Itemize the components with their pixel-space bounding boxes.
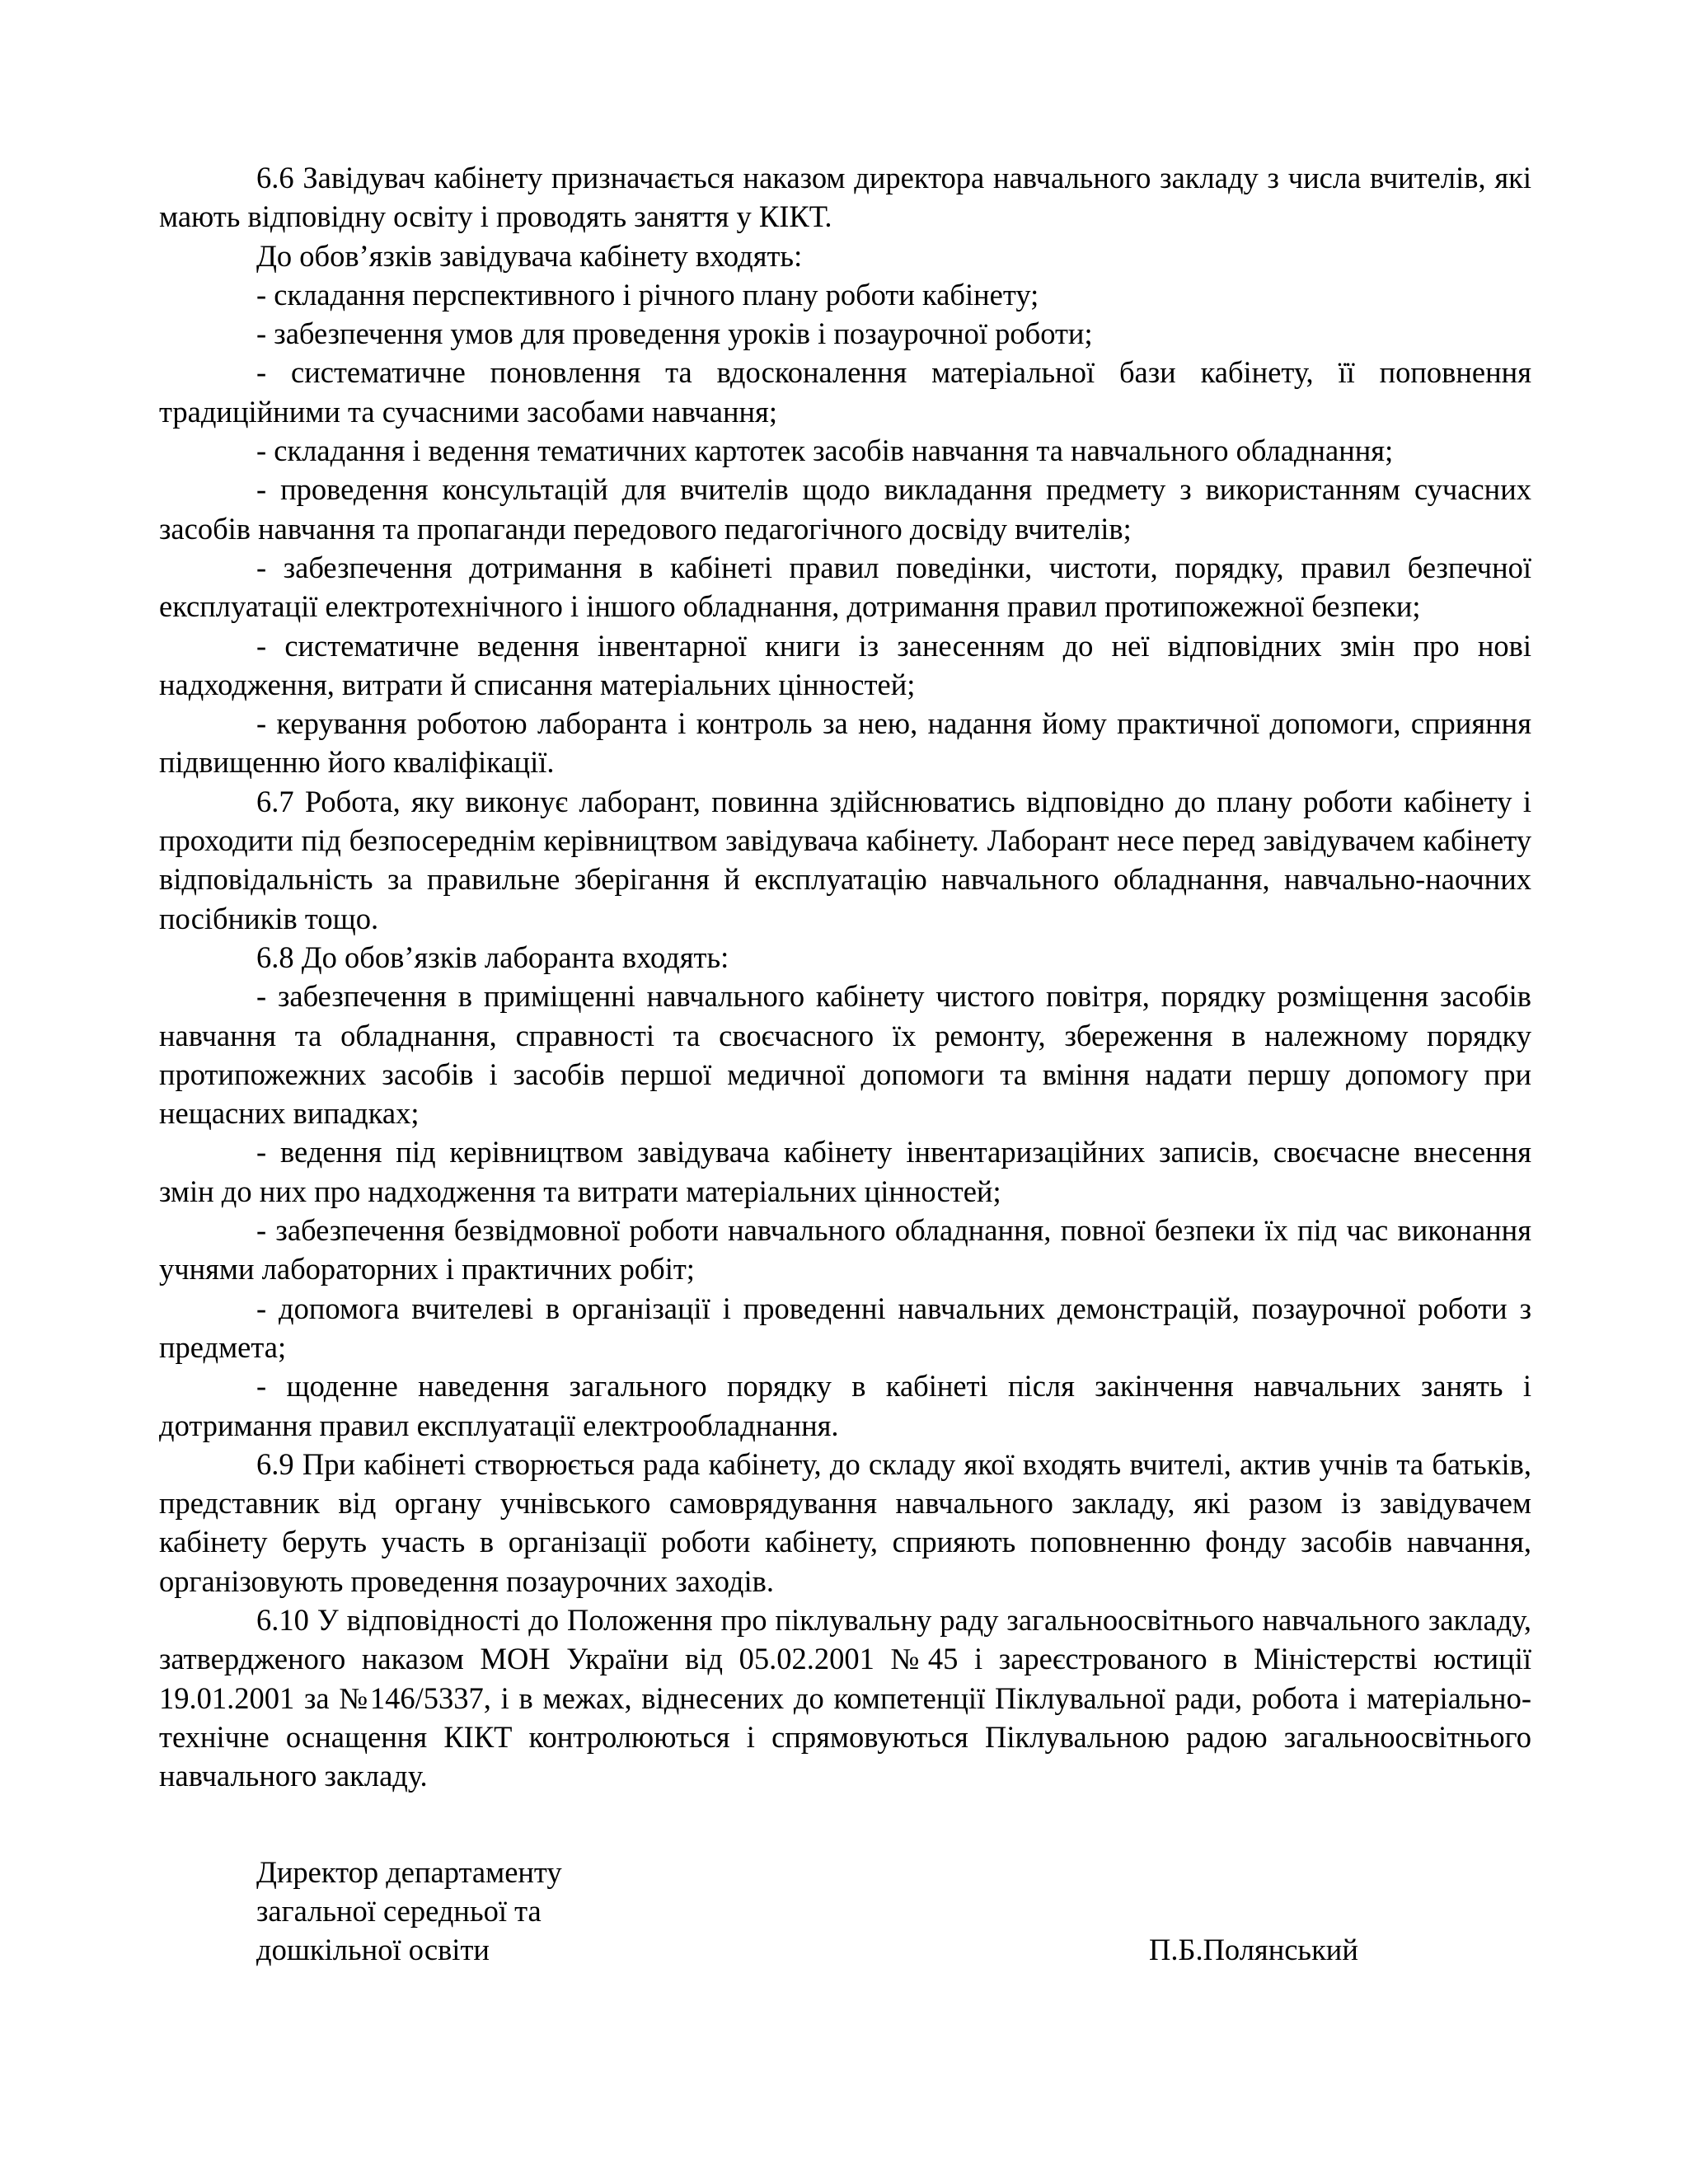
list-item: - складання перспективного і річного плану роботи кабінету; bbox=[256, 277, 1039, 312]
signature-block bbox=[256, 1853, 1451, 1969]
paragraph-6-8: 6.8 До обов’язків лаборанта входять: bbox=[256, 940, 729, 974]
list-item: - забезпечення дотримання в кабінеті правил поведінки, чистоти, порядку, правил безпечної експлуатації електротехнічного і іншого обладнання, дотримання правил протипожежної безпеки; bbox=[159, 550, 1531, 624]
list-item: - систематичне поновлення та вдосконалення матеріальної бази кабінету, її поповнення традиційними та сучасними засобами навчання; bbox=[159, 355, 1531, 429]
list-item: - керування роботою лаборанта і контроль за нею, надання йому практичної допомоги, сприяння підвищенню його кваліфікації. bbox=[159, 706, 1531, 780]
signatory-position-line: дошкільної освіти bbox=[256, 1933, 490, 1966]
list-item: - забезпечення безвідмовної роботи навчального обладнання, повної безпеки їх під час виконання учнями лабораторних і практичних робіт; bbox=[159, 1213, 1531, 1286]
signatory-position-line: загальної середньої та bbox=[256, 1894, 542, 1928]
list-item: - допомога вчителеві в організації і проведенні навчальних демонстрацій, позаурочної роботи з предмета; bbox=[159, 1291, 1531, 1364]
signatory-name: П.Б.Полянський bbox=[1149, 1933, 1358, 1966]
list-item: - складання і ведення тематичних картотек засобів навчання та навчального обладнання; bbox=[256, 434, 1394, 468]
list-item: - ведення під керівництвом завідувача кабінету інвентаризаційних записів, своєчасне внесення змін до них про надходження та витрати матеріальних цінностей; bbox=[159, 1135, 1531, 1208]
list-item: - забезпечення в приміщенні навчального кабінету чистого повітря, порядку розміщення засобів навчання та обладнання, справності та своєчасного їх ремонту, збереження в належному порядку протипожежних засобів і засобів першої медичної допомоги та вміння надати першу допомогу при нещасних випадках; bbox=[159, 979, 1531, 1131]
document-body bbox=[159, 158, 1531, 1795]
paragraph-6-6: 6.6 Завідувач кабінету призначається наказом директора навчального закладу з числа вчителів, які мають відповідну освіту і проводять заняття у КІКТ. bbox=[159, 161, 1531, 234]
signatory-position-line: Директор департаменту bbox=[256, 1855, 562, 1889]
paragraph-head-duties: До обов’язків завідувача кабінету входять: bbox=[256, 238, 803, 273]
list-item: - систематичне ведення інвентарної книги із занесенням до неї відповідних змін про нові надходження, витрати й списання матеріальних цінностей; bbox=[159, 628, 1531, 701]
list-item: - забезпечення умов для проведення уроків і позаурочної роботи; bbox=[256, 316, 1093, 351]
paragraph-6-7: 6.7 Робота, яку виконує лаборант, повинна здійснюватись відповідно до плану роботи кабінету і проходити під безпосереднім керівництвом завідувача кабінету. Лаборант несе перед завідувачем кабінету відповідальність за правильне зберігання й експлуатацію навчального обладнання, навчально-наочних посібників тощо. bbox=[159, 784, 1531, 935]
paragraph-6-10: 6.10 У відповідності до Положення про піклувальну раду загальноосвітнього навчального закладу, затвердженого наказом МОН України від 05.02.2001 №45 і зареєстрованого в Міністерстві юстиції 19.01.2001 за №146/5337, і в межах, віднесених до компетенції Піклувальної ради, робота і матеріально-технічне оснащення КІКТ контролюються і спрямовуються Піклувальною радою загальноосвітнього навчального закладу. bbox=[159, 1602, 1531, 1793]
paragraph-6-9: 6.9 При кабінеті створюється рада кабінету, до складу якої входять вчителі, актив учнів та батьків, представник від органу учнівського самоврядування навчального закладу, які разом із завідувачем кабінету беруть участь в організації роботи кабінету, сприяють поповненню фонду засобів навчання, організовують проведення позаурочних заходів. bbox=[159, 1446, 1531, 1598]
list-item: - щоденне наведення загального порядку в кабінеті після закінчення навчальних занять і дотримання правил експлуатації електрообладнання. bbox=[159, 1369, 1531, 1442]
list-item: - проведення консультацій для вчителів щодо викладання предмету з використанням сучасних засобів навчання та пропаганди передового педагогічного досвіду вчителів; bbox=[159, 472, 1531, 546]
